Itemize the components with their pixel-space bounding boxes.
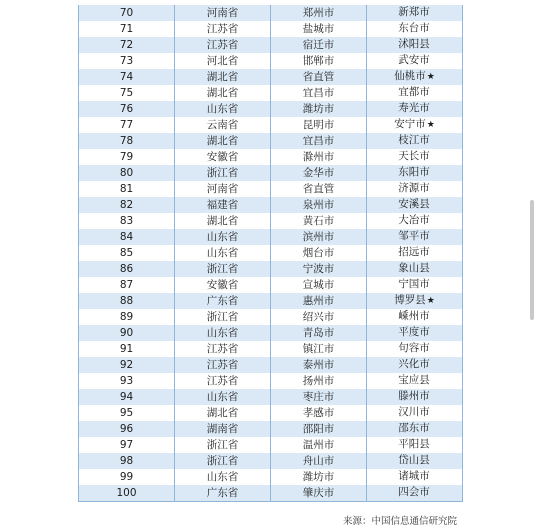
rank-cell-text: 83	[119, 214, 134, 227]
rank-cell	[79, 357, 175, 373]
city-cell	[271, 21, 367, 37]
city-cell	[271, 5, 367, 21]
county-cell-text: 诸城市	[398, 470, 430, 482]
city-cell-text: 宣城市	[302, 278, 335, 291]
county-cell	[367, 325, 463, 341]
rank-cell	[79, 165, 175, 181]
city-cell	[271, 197, 367, 213]
province-cell-text: 安徽省	[206, 278, 239, 291]
province-cell	[175, 197, 271, 213]
province-cell-text: 湖北省	[206, 406, 239, 419]
county-cell	[367, 421, 463, 437]
county-cell	[367, 117, 463, 133]
rank-cell-text: 82	[119, 198, 134, 211]
county-cell	[367, 37, 463, 53]
rank-cell	[79, 197, 175, 213]
city-cell-text: 滁州市	[302, 150, 335, 163]
province-cell-text: 江苏省	[206, 342, 239, 355]
province-cell-text: 云南省	[206, 118, 239, 131]
scrollbar-thumb[interactable]	[530, 200, 534, 320]
county-cell	[367, 469, 463, 485]
province-cell-text: 河南省	[206, 182, 239, 195]
province-cell-text: 湖北省	[206, 86, 239, 99]
city-cell-text: 烟台市	[302, 246, 335, 259]
city-cell	[271, 453, 367, 469]
table-row	[79, 245, 463, 261]
county-cell-text: 济源市	[398, 182, 430, 194]
county-cell	[367, 453, 463, 469]
rank-cell-text: 89	[119, 310, 134, 323]
ranking-table-container	[78, 5, 462, 502]
county-cell	[367, 357, 463, 373]
table-row	[79, 405, 463, 421]
province-cell	[175, 101, 271, 117]
rank-cell-text: 90	[119, 326, 134, 339]
rank-cell-text: 76	[119, 102, 134, 115]
rank-cell	[79, 245, 175, 261]
city-cell-text: 邵阳市	[302, 422, 335, 435]
rank-cell-text: 98	[119, 454, 134, 467]
rank-cell	[79, 149, 175, 165]
city-cell-text: 金华市	[302, 166, 335, 179]
county-cell-text: 东阳市	[398, 166, 430, 178]
city-cell-text: 泉州市	[302, 198, 335, 211]
rank-cell-text: 88	[119, 294, 134, 307]
county-cell	[367, 373, 463, 389]
rank-cell	[79, 293, 175, 309]
county-cell	[367, 101, 463, 117]
county-cell	[367, 245, 463, 261]
county-cell	[367, 293, 463, 309]
rank-cell-text: 94	[119, 390, 134, 403]
county-cell-text: 兴化市	[398, 358, 430, 370]
city-cell	[271, 325, 367, 341]
city-cell-text: 盐城市	[302, 22, 335, 35]
county-cell-text: 滕州市	[398, 390, 430, 402]
city-cell	[271, 405, 367, 421]
rank-cell-text: 75	[119, 86, 134, 99]
rank-cell-text: 73	[119, 54, 134, 67]
county-cell-text: 象山县	[398, 262, 430, 274]
province-cell-text: 河南省	[206, 6, 239, 19]
province-cell-text: 山东省	[206, 102, 239, 115]
county-cell	[367, 53, 463, 69]
rank-cell	[79, 341, 175, 357]
province-cell	[175, 421, 271, 437]
county-cell	[367, 389, 463, 405]
rank-cell	[79, 309, 175, 325]
rank-cell	[79, 421, 175, 437]
county-cell-text: 岱山县	[398, 454, 430, 466]
table-row	[79, 229, 463, 245]
rank-cell	[79, 453, 175, 469]
rank-cell-text: 93	[119, 374, 134, 387]
table-row	[79, 277, 463, 293]
rank-cell	[79, 277, 175, 293]
county-cell-text: 嵊州市	[398, 310, 430, 322]
rank-cell	[79, 389, 175, 405]
city-cell	[271, 101, 367, 117]
province-cell	[175, 469, 271, 485]
province-cell	[175, 389, 271, 405]
county-cell	[367, 309, 463, 325]
table-row	[79, 421, 463, 437]
city-cell-text: 惠州市	[302, 294, 335, 307]
rank-cell	[79, 181, 175, 197]
city-cell-text: 舟山市	[302, 454, 335, 467]
province-cell	[175, 133, 271, 149]
city-cell	[271, 469, 367, 485]
table-row	[79, 165, 463, 181]
province-cell-text: 江苏省	[206, 22, 239, 35]
table-row	[79, 181, 463, 197]
rank-cell	[79, 469, 175, 485]
rank-cell-text: 91	[119, 342, 134, 355]
rank-cell-text: 100	[116, 486, 137, 499]
province-cell-text: 山东省	[206, 326, 239, 339]
table-body	[79, 5, 463, 502]
county-cell-text: 安溪县	[398, 198, 430, 210]
county-cell	[367, 213, 463, 229]
city-cell	[271, 133, 367, 149]
rank-cell	[79, 437, 175, 453]
rank-cell-text: 96	[119, 422, 134, 435]
city-cell-text: 潍坊市	[302, 470, 335, 483]
table-row	[79, 293, 463, 309]
rank-cell-text: 87	[119, 278, 134, 291]
city-cell	[271, 181, 367, 197]
city-cell	[271, 389, 367, 405]
city-cell	[271, 37, 367, 53]
county-cell-text: 汉川市	[398, 406, 430, 418]
rank-cell-text: 85	[119, 246, 134, 259]
city-cell	[271, 165, 367, 181]
county-cell-text: 安宁市	[394, 118, 426, 130]
table-row	[79, 21, 463, 37]
table-row	[79, 53, 463, 69]
county-cell-text: 邹平市	[398, 230, 430, 242]
rank-cell	[79, 117, 175, 133]
province-cell	[175, 245, 271, 261]
province-cell	[175, 5, 271, 21]
province-cell	[175, 437, 271, 453]
table-row	[79, 197, 463, 213]
province-cell-text: 江苏省	[206, 374, 239, 387]
county-cell	[367, 181, 463, 197]
table-row	[79, 149, 463, 165]
rank-cell-text: 95	[119, 406, 134, 419]
county-cell-text: 招远市	[398, 246, 430, 258]
province-cell	[175, 309, 271, 325]
rank-cell	[79, 373, 175, 389]
county-cell-text: 新郑市	[398, 6, 430, 18]
county-cell	[367, 277, 463, 293]
province-cell	[175, 85, 271, 101]
table-row	[79, 373, 463, 389]
province-cell	[175, 357, 271, 373]
county-cell-text: 博罗县	[394, 294, 426, 306]
rank-cell	[79, 37, 175, 53]
table-row	[79, 101, 463, 117]
county-cell-text: 句容市	[398, 342, 430, 354]
county-cell	[367, 69, 463, 85]
province-cell-text: 广东省	[206, 486, 239, 499]
rank-cell	[79, 405, 175, 421]
county-cell-text: 邵东市	[398, 422, 430, 434]
table-row	[79, 469, 463, 485]
rank-cell-text: 99	[119, 470, 134, 483]
province-cell-text: 湖南省	[206, 422, 239, 435]
province-cell	[175, 293, 271, 309]
province-cell-text: 山东省	[206, 246, 239, 259]
province-cell	[175, 405, 271, 421]
city-cell-text: 宁波市	[302, 262, 335, 275]
county-cell-text: 枝江市	[398, 134, 430, 146]
city-cell	[271, 421, 367, 437]
county-cell	[367, 261, 463, 277]
province-cell	[175, 53, 271, 69]
city-cell	[271, 357, 367, 373]
city-cell-text: 郑州市	[302, 6, 335, 19]
province-cell-text: 山东省	[206, 230, 239, 243]
table-row	[79, 309, 463, 325]
rank-cell-text: 92	[119, 358, 134, 371]
county-cell-text: 仙桃市	[394, 70, 426, 82]
county-cell	[367, 85, 463, 101]
rank-cell-text: 84	[119, 230, 134, 243]
rank-cell	[79, 485, 175, 502]
city-cell-text: 泰州市	[302, 358, 335, 371]
rank-cell	[79, 213, 175, 229]
rank-cell	[79, 101, 175, 117]
county-cell	[367, 405, 463, 421]
province-cell-text: 浙江省	[206, 262, 239, 275]
rank-cell	[79, 5, 175, 21]
city-cell	[271, 85, 367, 101]
province-cell-text: 浙江省	[206, 454, 239, 467]
county-cell	[367, 165, 463, 181]
province-cell	[175, 373, 271, 389]
province-cell-text: 江苏省	[206, 38, 239, 51]
rank-cell	[79, 133, 175, 149]
table-row	[79, 453, 463, 469]
table-row	[79, 437, 463, 453]
city-cell-text: 宜昌市	[302, 134, 335, 147]
county-cell-text: 大冶市	[398, 214, 430, 226]
province-cell	[175, 37, 271, 53]
province-cell-text: 湖北省	[206, 70, 239, 83]
rank-cell	[79, 21, 175, 37]
city-cell	[271, 149, 367, 165]
rank-cell	[79, 229, 175, 245]
star-icon: ★	[426, 72, 435, 82]
rank-cell-text: 86	[119, 262, 134, 275]
ranking-table	[78, 5, 463, 502]
province-cell-text: 福建省	[206, 198, 239, 211]
county-cell	[367, 485, 463, 502]
rank-cell-text: 80	[119, 166, 134, 179]
county-cell	[367, 437, 463, 453]
province-cell	[175, 21, 271, 37]
city-cell-text: 青岛市	[302, 326, 335, 339]
city-cell-text: 绍兴市	[302, 310, 335, 323]
province-cell-text: 湖北省	[206, 214, 239, 227]
province-cell	[175, 149, 271, 165]
county-cell-text: 沭阳县	[398, 38, 430, 50]
county-cell	[367, 133, 463, 149]
city-cell-text: 邯郸市	[302, 54, 335, 67]
city-cell-text: 肇庆市	[302, 486, 335, 499]
city-cell	[271, 341, 367, 357]
table-row	[79, 133, 463, 149]
county-cell-text: 宝应县	[398, 374, 430, 386]
city-cell-text: 孝感市	[302, 406, 335, 419]
star-icon: ★	[426, 120, 435, 130]
province-cell	[175, 213, 271, 229]
rank-cell	[79, 325, 175, 341]
county-cell-text: 东台市	[398, 22, 430, 34]
city-cell-text: 宜昌市	[302, 86, 335, 99]
province-cell-text: 江苏省	[206, 358, 239, 371]
province-cell	[175, 229, 271, 245]
table-row	[79, 69, 463, 85]
table-row	[79, 37, 463, 53]
province-cell	[175, 69, 271, 85]
rank-cell	[79, 261, 175, 277]
table-row	[79, 261, 463, 277]
city-cell	[271, 245, 367, 261]
city-cell	[271, 437, 367, 453]
table-row	[79, 357, 463, 373]
star-icon: ★	[426, 296, 435, 306]
rank-cell-text: 72	[119, 38, 134, 51]
province-cell	[175, 181, 271, 197]
county-cell-text: 平度市	[398, 326, 430, 338]
province-cell-text: 山东省	[206, 390, 239, 403]
rank-cell-text: 77	[119, 118, 134, 131]
province-cell-text: 安徽省	[206, 150, 239, 163]
county-cell	[367, 229, 463, 245]
source-note: 来源：中国信息通信研究院	[343, 516, 458, 527]
city-cell	[271, 309, 367, 325]
province-cell-text: 浙江省	[206, 438, 239, 451]
city-cell-text: 潍坊市	[302, 102, 335, 115]
rank-cell	[79, 69, 175, 85]
province-cell	[175, 341, 271, 357]
province-cell	[175, 485, 271, 502]
table-row	[79, 485, 463, 502]
table-row	[79, 85, 463, 101]
county-cell	[367, 149, 463, 165]
city-cell	[271, 485, 367, 502]
city-cell	[271, 117, 367, 133]
province-cell	[175, 117, 271, 133]
province-cell	[175, 325, 271, 341]
county-cell-text: 四会市	[398, 486, 430, 498]
rank-cell-text: 79	[119, 150, 134, 163]
city-cell	[271, 213, 367, 229]
city-cell	[271, 69, 367, 85]
table-row	[79, 389, 463, 405]
county-cell-text: 天长市	[398, 150, 430, 162]
province-cell	[175, 277, 271, 293]
rank-cell-text: 74	[119, 70, 134, 83]
province-cell-text: 浙江省	[206, 310, 239, 323]
table-row	[79, 325, 463, 341]
city-cell-text: 省直管	[302, 70, 335, 83]
county-cell	[367, 5, 463, 21]
city-cell	[271, 229, 367, 245]
county-cell	[367, 197, 463, 213]
city-cell-text: 枣庄市	[302, 390, 335, 403]
county-cell	[367, 21, 463, 37]
city-cell	[271, 53, 367, 69]
rank-cell-text: 70	[119, 6, 134, 19]
rank-cell-text: 81	[119, 182, 134, 195]
county-cell-text: 平阳县	[398, 438, 430, 450]
table-row	[79, 341, 463, 357]
city-cell-text: 宿迁市	[302, 38, 335, 51]
rank-cell-text: 71	[119, 22, 134, 35]
rank-cell	[79, 85, 175, 101]
rank-cell-text: 78	[119, 134, 134, 147]
city-cell-text: 镇江市	[302, 342, 335, 355]
county-cell-text: 武安市	[398, 54, 430, 66]
city-cell-text: 黄石市	[302, 214, 335, 227]
county-cell-text: 宜都市	[398, 86, 430, 98]
county-cell-text: 寿光市	[398, 102, 430, 114]
table-row	[79, 213, 463, 229]
province-cell-text: 河北省	[206, 54, 239, 67]
city-cell	[271, 277, 367, 293]
province-cell-text: 浙江省	[206, 166, 239, 179]
city-cell-text: 省直管	[302, 182, 335, 195]
rank-cell	[79, 53, 175, 69]
table-row	[79, 5, 463, 21]
province-cell-text: 湖北省	[206, 134, 239, 147]
county-cell	[367, 341, 463, 357]
city-cell	[271, 293, 367, 309]
province-cell-text: 山东省	[206, 470, 239, 483]
city-cell-text: 滨州市	[302, 230, 335, 243]
city-cell	[271, 261, 367, 277]
city-cell-text: 扬州市	[302, 374, 335, 387]
county-cell-text: 宁国市	[398, 278, 430, 290]
city-cell	[271, 373, 367, 389]
city-cell-text: 温州市	[302, 438, 335, 451]
province-cell	[175, 453, 271, 469]
province-cell	[175, 165, 271, 181]
province-cell	[175, 261, 271, 277]
province-cell-text: 广东省	[206, 294, 239, 307]
table-row	[79, 117, 463, 133]
city-cell-text: 昆明市	[302, 118, 335, 131]
rank-cell-text: 97	[119, 438, 134, 451]
